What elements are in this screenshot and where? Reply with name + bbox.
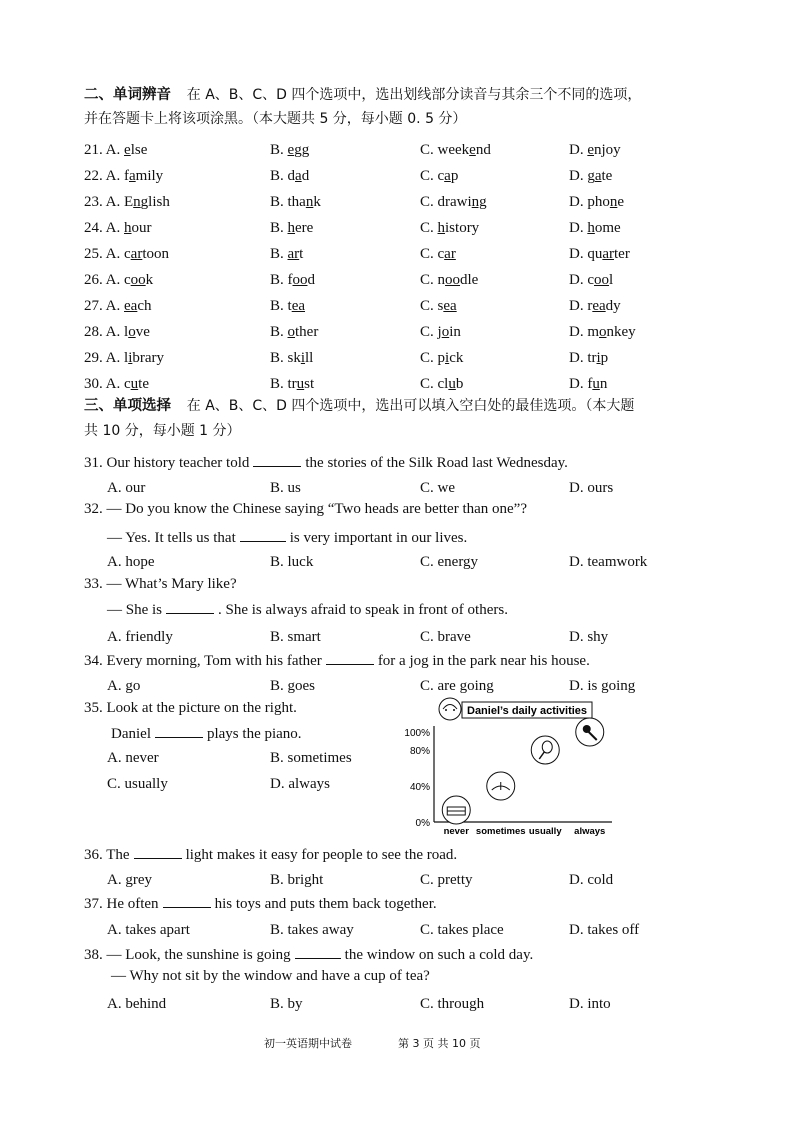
q34-opt-c[interactable]: C. are going <box>420 678 494 694</box>
q27-opt-d[interactable]: D. ready <box>569 298 621 314</box>
question-36 <box>84 844 457 864</box>
question-33 <box>107 599 508 619</box>
q32-line1: 32. — Do you know the Chinese saying “Two heads are better than one”? <box>84 501 527 517</box>
q32-opt-b[interactable]: B. luck <box>270 554 314 570</box>
underlined-sound: e <box>287 142 295 158</box>
q30-opt-c[interactable]: C. club <box>420 376 464 392</box>
q30-opt-d[interactable]: D. fun <box>569 376 608 392</box>
q28-opt-a[interactable]: 28. A. love <box>84 324 150 340</box>
daily-activities-chart <box>390 694 622 842</box>
q36-opt-b[interactable]: B. bright <box>270 872 324 888</box>
underlined-sound: a <box>129 168 136 184</box>
q27-opt-c[interactable]: C. sea <box>420 298 457 314</box>
q34-blank[interactable] <box>326 650 374 665</box>
underlined-sound: a <box>444 168 451 184</box>
x-tick-label: usually <box>528 826 562 837</box>
underlined-sound: u <box>448 376 456 392</box>
underlined-sound: oo <box>292 272 308 288</box>
q21-opt-c[interactable]: C. weekend <box>420 142 491 158</box>
q23-opt-d[interactable]: D. phone <box>569 194 625 210</box>
q37-blank[interactable] <box>163 893 211 908</box>
q31-stem-end: the stories of the Silk Road last Wednesday. <box>305 455 568 471</box>
q21-opt-d[interactable]: D. enjoy <box>569 142 621 158</box>
q34-stem-end: for a jog in the park near his house. <box>377 653 590 669</box>
underlined-sound: ng <box>471 194 487 210</box>
q38-stem: 38. — Look, the sunshine is going <box>84 947 291 963</box>
section3-instruction: 在 A、B、C、D 四个选项中，选出可以填入空白处的最佳选项。（本大题 <box>186 398 635 414</box>
underlined-sound: h <box>587 220 595 236</box>
underlined-sound: oo <box>594 272 609 288</box>
q38-line2: — Why not sit by the window and have a cup of tea? <box>111 968 430 984</box>
q34-opt-b[interactable]: B. goes <box>270 678 315 694</box>
q37-opt-a[interactable]: A. takes apart <box>107 922 190 938</box>
y-tick-label: 0% <box>415 818 430 829</box>
question-38 <box>84 944 533 964</box>
underlined-sound: o <box>287 324 296 340</box>
q25-opt-a[interactable]: 25. A. cartoon <box>84 246 169 262</box>
underlined-sound: i <box>445 350 450 366</box>
underlined-sound: ea <box>443 298 457 314</box>
question-34 <box>84 650 590 670</box>
q35-blank[interactable] <box>155 723 203 738</box>
underlined-sound: h <box>287 220 296 236</box>
q24-opt-c[interactable]: C. history <box>420 220 480 236</box>
q35-opt-b[interactable]: B. sometimes <box>270 750 352 766</box>
q36-opt-d[interactable]: D. cold <box>569 872 614 888</box>
q33-opt-a[interactable]: A. friendly <box>107 629 173 645</box>
q32-stem-end: is very important in our lives. <box>289 530 468 546</box>
underlined-sound: e <box>124 142 131 158</box>
q38-opt-b[interactable]: B. by <box>270 996 303 1012</box>
underlined-sound: ea <box>592 298 606 314</box>
underlined-sound: oo <box>445 272 461 288</box>
q35-stem-end: plays the piano. <box>206 726 302 742</box>
q31-opt-b[interactable]: B. us <box>270 480 301 496</box>
q37-opt-c[interactable]: C. takes place <box>420 922 504 938</box>
section3-title: 三、单项选择 <box>84 398 171 414</box>
q37-opt-b[interactable]: B. takes away <box>270 922 354 938</box>
q32-blank[interactable] <box>240 527 286 542</box>
underlined-sound: a <box>295 168 302 184</box>
q35-line1: 35. Look at the picture on the right. <box>84 700 297 716</box>
y-tick-label: 100% <box>404 728 430 739</box>
underlined-sound: i <box>596 350 601 366</box>
q37-stem: 37. He often <box>84 896 159 912</box>
underlined-sound: oo <box>130 272 146 288</box>
underlined-sound: o <box>599 324 607 340</box>
q27-opt-a[interactable]: 27. A. each <box>84 298 152 314</box>
q23-opt-c[interactable]: C. drawing <box>420 194 487 210</box>
q25-opt-c[interactable]: C. car <box>420 246 456 262</box>
q36-opt-c[interactable]: C. pretty <box>420 872 473 888</box>
q25-opt-b[interactable]: B. art <box>270 246 304 262</box>
underlined-sound: ar <box>602 246 614 262</box>
q29-opt-a[interactable]: 29. A. library <box>84 350 165 366</box>
q26-opt-c[interactable]: C. noodle <box>420 272 479 288</box>
q38-stem-end: the window on such a cold day. <box>344 947 534 963</box>
q34-opt-d[interactable]: D. is going <box>569 678 636 694</box>
footer-title: 初一英语期中试卷 <box>264 1037 352 1050</box>
q22-opt-c[interactable]: C. cap <box>420 168 459 184</box>
q34-opt-a[interactable]: A. go <box>107 678 141 694</box>
footer-page-number: 第 3 页 共 10 页 <box>398 1037 481 1050</box>
section3-instruction-2: 共 10 分，每小题 1 分） <box>84 423 241 439</box>
q36-stem-end: light makes it easy for people to see the road. <box>185 847 458 863</box>
underlined-sound: e <box>469 142 476 158</box>
q29-opt-c[interactable]: C. pick <box>420 350 464 366</box>
q37-opt-d[interactable]: D. takes off <box>569 922 640 938</box>
section2-instruction: 在 A、B、C、D 四个选项中，选出划线部分读音与其余三个不同的选项， <box>186 87 642 103</box>
q29-opt-b[interactable]: B. skill <box>270 350 314 366</box>
question-32 <box>107 527 467 547</box>
q30-opt-b[interactable]: B. trust <box>270 376 315 392</box>
q32-opt-c[interactable]: C. energy <box>420 554 479 570</box>
tennis-activity-icon <box>531 736 559 764</box>
underlined-sound: o <box>128 324 136 340</box>
underlined-sound: u <box>592 376 600 392</box>
section2-title: 二、单词辨音 <box>84 87 171 103</box>
q22-opt-a[interactable]: 22. A. family <box>84 168 164 184</box>
q31-opt-c[interactable]: C. we <box>420 480 455 496</box>
q36-blank[interactable] <box>134 844 182 859</box>
underlined-sound: n <box>305 194 314 210</box>
q33-blank[interactable] <box>166 599 214 614</box>
underlined-sound: a <box>594 168 602 184</box>
q38-blank[interactable] <box>295 944 341 959</box>
q26-opt-b[interactable]: B. food <box>270 272 315 288</box>
boy-eye-right <box>453 709 455 711</box>
q31-opt-a[interactable]: A. our <box>107 480 146 496</box>
boy-face-icon <box>439 698 461 720</box>
underlined-sound: ea <box>291 298 306 314</box>
x-tick-label: sometimes <box>475 826 526 837</box>
q31-opt-d[interactable]: D. ours <box>569 480 614 496</box>
q27-opt-b[interactable]: B. tea <box>270 298 306 314</box>
y-tick-label: 80% <box>409 746 430 757</box>
q35-opt-d[interactable]: D. always <box>270 776 330 792</box>
q23-opt-b[interactable]: B. thank <box>270 194 321 210</box>
q28-opt-b[interactable]: B. other <box>270 324 319 340</box>
underlined-sound: n <box>133 194 141 210</box>
q28-opt-c[interactable]: C. join <box>420 324 461 340</box>
underlined-sound: h <box>437 220 446 236</box>
q25-opt-d[interactable]: D. quarter <box>569 246 630 262</box>
underlined-sound: u <box>296 376 305 392</box>
q33-stem: — She is <box>107 602 163 618</box>
q26-opt-d[interactable]: D. cool <box>569 272 614 288</box>
q22-opt-d[interactable]: D. gate <box>569 168 613 184</box>
boy-eye-left <box>445 709 447 711</box>
q21-opt-b[interactable]: B. egg <box>270 142 310 158</box>
boy-hair <box>443 705 457 710</box>
underlined-sound: ar <box>287 246 300 262</box>
q35-opt-a[interactable]: A. never <box>107 750 159 766</box>
q32-opt-d[interactable]: D. teamwork <box>569 554 648 570</box>
q23-opt-a[interactable]: 23. A. English <box>84 194 170 210</box>
q33-opt-b[interactable]: B. smart <box>270 629 321 645</box>
y-tick-label: 40% <box>409 782 430 793</box>
q35-stem: Daniel <box>111 726 151 742</box>
q32-stem: — Yes. It tells us that <box>107 530 236 546</box>
q24-opt-a[interactable]: 24. A. hour <box>84 220 152 236</box>
q36-stem: 36. The <box>84 847 130 863</box>
question-35 <box>111 723 302 743</box>
q31-stem: 31. Our history teacher told <box>84 455 250 471</box>
q31-blank[interactable] <box>253 452 301 467</box>
q38-opt-d[interactable]: D. into <box>569 996 611 1012</box>
q35-opt-c[interactable]: C. usually <box>107 776 168 792</box>
q34-stem: 34. Every morning, Tom with his father <box>84 653 322 669</box>
q33-opt-c[interactable]: C. brave <box>420 629 471 645</box>
question-31 <box>84 452 568 472</box>
chart-title: Daniel’s daily activities <box>467 705 588 717</box>
q24-opt-d[interactable]: D. home <box>569 220 621 236</box>
x-tick-label: always <box>574 826 606 837</box>
underlined-sound: u <box>130 376 139 392</box>
piano-activity-icon <box>442 796 470 824</box>
underlined-sound: n <box>609 194 618 210</box>
underlined-sound: o <box>441 324 450 340</box>
q22-opt-b[interactable]: B. dad <box>270 168 310 184</box>
q32-opt-a[interactable]: A. hope <box>107 554 155 570</box>
x-tick-label: never <box>443 826 469 837</box>
q26-opt-a[interactable]: 26. A. cook <box>84 272 154 288</box>
q29-opt-d[interactable]: D. trip <box>569 350 609 366</box>
q30-opt-a[interactable]: 30. A. cute <box>84 376 149 392</box>
q33-stem-end: . She is always afraid to speak in front of others. <box>218 602 508 618</box>
q33-line1: 33. — What’s Mary like? <box>84 576 237 592</box>
underlined-sound: e <box>587 142 595 158</box>
q38-opt-c[interactable]: C. through <box>420 996 485 1012</box>
q24-opt-b[interactable]: B. here <box>270 220 314 236</box>
question-37 <box>84 893 437 913</box>
q28-opt-d[interactable]: D. monkey <box>569 324 636 340</box>
underlined-sound: ar <box>130 246 143 262</box>
section2-instruction-2: 并在答题卡上将该项涂黑。（本大题共 5 分，每小题 0. 5 分） <box>84 111 467 127</box>
underlined-sound: ar <box>444 246 456 262</box>
q33-opt-d[interactable]: D. shy <box>569 629 609 645</box>
underlined-sound: h <box>124 220 132 236</box>
q37-stem-end: his toys and puts them back together. <box>214 896 437 912</box>
underlined-sound: i <box>128 350 133 366</box>
q21-opt-a[interactable]: 21. A. else <box>84 142 148 158</box>
q38-opt-a[interactable]: A. behind <box>107 996 167 1012</box>
underlined-sound: ea <box>124 298 138 314</box>
q36-opt-a[interactable]: A. grey <box>107 872 152 888</box>
underlined-sound: i <box>300 350 306 366</box>
